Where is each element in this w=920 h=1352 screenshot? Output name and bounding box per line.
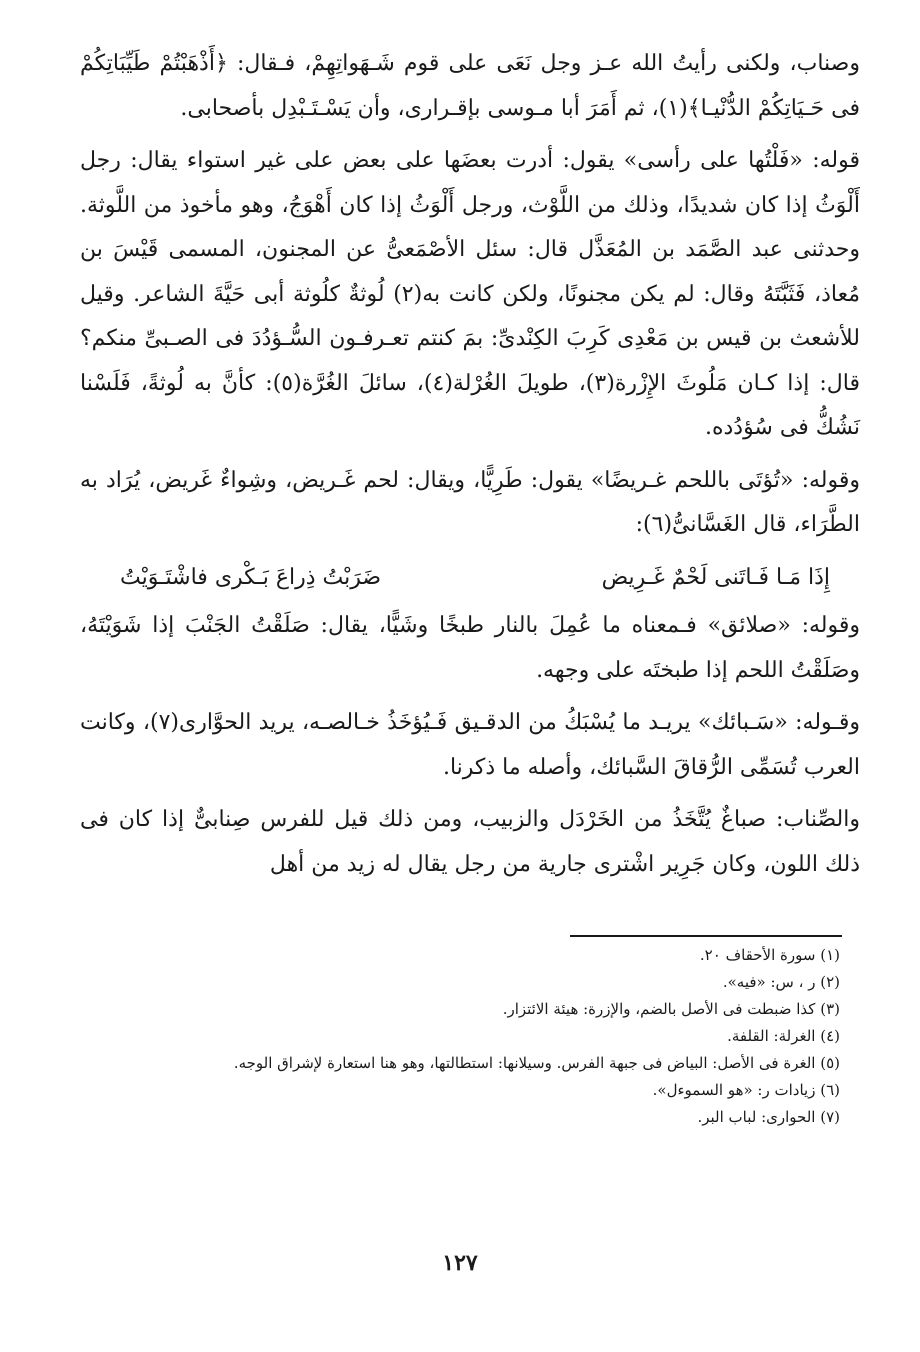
footnote: (١) سورة الأحقاف ٢٠.: [699, 946, 840, 964]
footnote: (٧) الحوارى: لباب البر.: [697, 1108, 840, 1126]
verse-second-hemistich: ضَرَبْتُ ذِراعَ بَـكْرى فاشْتَـوَيْتُ: [120, 564, 382, 590]
main-text: [80, 42, 860, 887]
footnote: (٤) الغرلة: القلفة.: [727, 1027, 840, 1045]
page-number: ١٢٧: [442, 1250, 478, 1276]
footnote: (٥) الغرة فى الأصل: البياض فى جبهة الفرس. وسيلانها: استطالتها، وهو هنا استعارة لإشراق الوجه.: [233, 1054, 840, 1072]
paragraph-1: وصناب، ولكنى رأيتُ الله عـز وجل نَعَى على قوم شَـهَواتِهِمْ، فـقال: ﴿أَذْهَبْتُمْ طَيِّبَاتِكُمْ فى حَـيَاتِكُمْ الدُّنْيـا﴾(١)، ثم أَمَرَ أبا مـوسى بإقـرارى، وأن يَسْـتَـبْدِل بأصحابى.: [80, 51, 860, 121]
poetry-verse: [80, 556, 860, 601]
verse-first-hemistich: إِذَا مَـا فَـاتَنى لَحْمٌ غَـرِيض: [601, 564, 830, 590]
footnote: (٣) كذا ضبطت فى الأصل بالضم، والإزرة: هيئة الائتزار.: [502, 1000, 840, 1018]
footnote: (٦) زيادات ر: «هو السموءل».: [652, 1081, 840, 1099]
paragraph-5: وقـوله: «سَـبائك» يريـد ما يُسْبَكُ من الدقـيق فَـيُؤخَذُ خـالصـه، يريد الحوَّارى(٧)، وكانت العرب تُسَمِّى الرُّقاقَ السَّبائك، وأصله ما ذكرنا.: [80, 710, 860, 780]
paragraph-3: وقوله: «تُؤتَى باللحم غـريضًا» يقول: طَرِيًّا، ويقال: لحم غَـريض، وشِواءٌ غَريض، يُرَاد به الطَّرَاء، قال الغَسَّانىُّ(٦):: [80, 467, 860, 537]
footnote-separator: [570, 935, 842, 937]
paragraph-2: قوله: «فَلْتُها على رأسى» يقول: أدرت بعضَها على بعض على غير استواء يقال: رجل أَلْوَثُ إذا كان شديدًا، وذلك من اللَّوْث، ورجل أَلْوَثُ إذا كان أَهْوَجُ، وهو مأخوذ من اللَّوثة. وحدثنى عبد الصَّمَد بن المُعَذَّل قال: سئل الأصْمَعىُّ عن المجنون، المسمى قَيْسَ بن مُعاذ، فَثَبَّتَهُ وقال: لم يكن مجنونًا، ولكن كانت به(٢) لُوثةٌ كلُوثة أبى حَيَّةَ الشاعر. وقيل للأشعث بن قيس بن مَعْدِى كَرِبَ الكِنْدىِّ: بمَ كنتم تعـرفـون السُّـؤدُدَ فى الصـبىِّ منكم؟ قال: إذا كـان مَلُوثَ الإِزْرة(٣)، طويلَ الغُرْلة(٤)، سائلَ الغُرَّة(٥): كأنَّ به لُوثةً، فَلَسْنا نَشُكُّ فى سُؤدُده.: [80, 148, 860, 440]
paragraph-4: وقوله: «صلائق» فـمعناه ما عُمِلَ بالنار طبخًا وشَيًّا، يقال: صَلَقْتُ الجَنْبَ إذا شَوَيْتَهُ، وصَلَقْتُ اللحم إذا طبختَه على وجهه.: [80, 613, 860, 683]
footnote: (٢) ر ، س: «فيه».: [722, 973, 840, 991]
paragraph-6: والصِّناب: صباغٌ يُتَّخَذُ من الخَرْدَل والزبيب، ومن ذلك قيل للفرس صِنابىٌّ إذا كان فى ذلك اللون، وكان جَرِير اشْترى جارية من رجل يقال له زيد من أهل: [80, 807, 860, 877]
footnotes: [60, 942, 840, 1131]
